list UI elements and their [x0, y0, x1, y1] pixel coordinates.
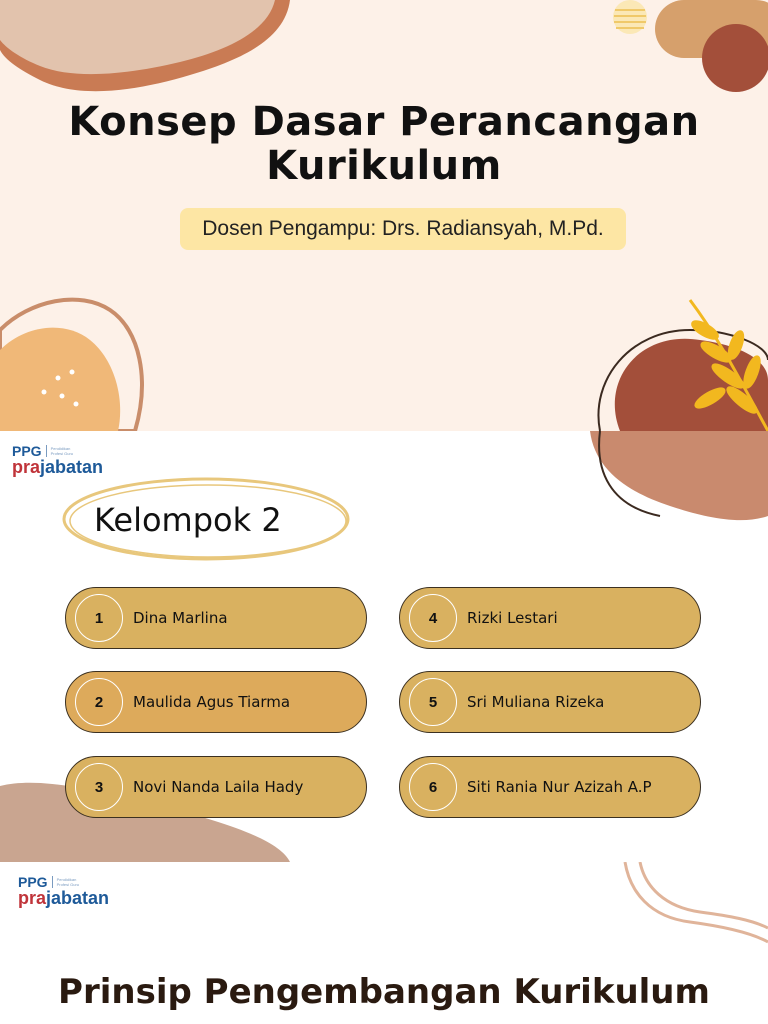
member-name: Novi Nanda Laila Hady	[133, 778, 304, 796]
logo-small-text: Pendidikan Profesi Guru	[50, 446, 74, 456]
member-item	[399, 756, 701, 818]
ppg-prajabatan-logo	[12, 443, 103, 478]
member-item	[65, 756, 367, 818]
member-number: 6	[409, 763, 457, 811]
logo-pra-text: pra	[12, 457, 41, 477]
ppg-prajabatan-logo	[18, 874, 109, 909]
member-number: 3	[75, 763, 123, 811]
member-name: Siti Rania Nur Azizah A.P	[467, 778, 652, 796]
member-name: Dina Marlina	[133, 609, 228, 627]
slide-title	[0, 0, 768, 431]
member-number: 4	[409, 594, 457, 642]
member-item	[65, 671, 367, 733]
lecturer-highlight	[180, 208, 626, 250]
group-title: Kelompok 2	[94, 501, 282, 539]
logo-ppg-text: PPG	[18, 874, 48, 890]
slide-title: Prinsip Pengembangan Kurikulum	[58, 972, 710, 1012]
logo-pra-text: pra	[18, 888, 47, 908]
slide-group-members	[0, 431, 768, 862]
member-number: 1	[75, 594, 123, 642]
striped-circle-icon	[613, 0, 647, 34]
member-number: 2	[75, 678, 123, 726]
member-number: 5	[409, 678, 457, 726]
logo-jabatan-text: jabatan	[46, 888, 110, 908]
logo-small-text: Pendidikan Profesi Guru	[56, 877, 80, 887]
presentation-title: Konsep Dasar Perancangan Kurikulum	[68, 99, 700, 189]
member-item	[399, 587, 701, 649]
slide-principles	[0, 862, 768, 1024]
member-name: Sri Muliana Rizeka	[467, 693, 605, 711]
member-name: Maulida Agus Tiarma	[133, 693, 291, 711]
lecturer-text: Dosen Pengampu: Drs. Radiansyah, M.Pd.	[202, 217, 604, 240]
member-item	[65, 587, 367, 649]
logo-ppg-text: PPG	[12, 443, 42, 459]
member-name: Rizki Lestari	[467, 609, 558, 627]
logo-jabatan-text: jabatan	[40, 457, 104, 477]
member-item	[399, 671, 701, 733]
